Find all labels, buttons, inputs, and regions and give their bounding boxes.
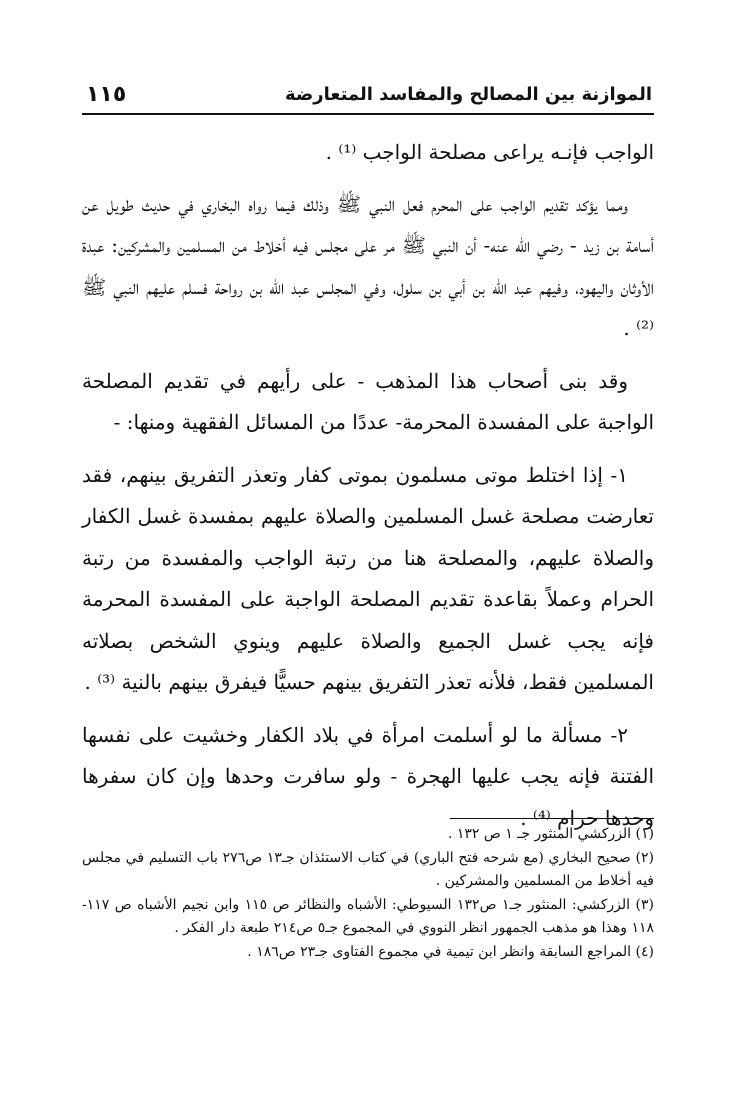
paragraph-2: ومما يؤكد تقديم الواجب على المحرم فعل النبي ﷺ وذلك فيما رواه البخاري في حديث طويل عن أسامة بن زيد - رضي الله عنه- أن النبي ﷺ مر على مجلس فيه أخلاط من المسلمين والمشركين: عبدة الأوثان واليهود، وفيهم عبد الله بن أبي بن سلول، وفي المجلس عبد الله بن رواحة فسلم عليهم النبي ﷺ ⁽²⁾ .: [82, 191, 654, 340]
header-divider: [82, 113, 654, 115]
footnote-4: (٤) المراجع السابقة وانظر ابن تيمية في مجموع الفتاوى جـ٢٣ ص١٨٦ .: [247, 944, 654, 960]
page-number: ١١٥: [86, 82, 127, 107]
footnotes: [82, 823, 654, 965]
footnote-3: (٣) الزركشي: المنثور جـ١ ص١٣٢ السيوطي: الأشباه والنظائر ص ١١٥ وابن نجيم الأشباه ص ١١٧- ١١٨ وهذا هو مذهب الجمهور انظر النووي في المجموع جـ٥ ص٢١٤ طبعة دار الفكر .: [82, 897, 654, 936]
paragraph-1: الواجب فإنـه يراعى مصلحة الواجب ⁽¹⁾ .: [325, 140, 654, 164]
footnote-1: (١) الزركشي المنثور جـ ١ ص ١٣٢ .: [447, 826, 654, 842]
footnote-divider: [450, 818, 654, 819]
paragraph-3: وقد بنى أصحاب هذا المذهب - على رأيهم في تقديم المصلحة الواجبة على المفسدة المحرمة- عددًا من المسائل الفقهية ومنها: -: [82, 368, 654, 434]
paragraph-4: ١- إذا اختلط موتى مسلمون بموتى كفار وتعذر التفريق بينهم، فقد تعارضت مصلحة غسل المسلمين والصلاة عليهم بمفسدة غسل الكفار والصلاة عليهم، والمصلحة هنا من رتبة الواجب والمفسدة من رتبة الحرام وعملاً بقاعدة تقديم المصلحة الواجبة على المفسدة المحرمة فإنه يجب غسل الجميع والصلاة عليهم وينوي الشخص بصلاته المسلمين فقط، فلأنه تعذر التفريق بينهم حسيًّا فيفرق بينهم بالنية ⁽³⁾ .: [82, 462, 654, 694]
paragraph-5: ٢- مسألة ما لو أسلمت امرأة في بلاد الكفار وخشيت على نفسها الفتنة فإنه يجب عليها الهجرة - ولو سافرت وحدها وإن كان سفرها وحدها حرام ⁽⁴⁾ .: [82, 722, 654, 830]
main-text: [82, 132, 654, 850]
footnote-2: (٢) صحيح البخاري (مع شرحه فتح الباري) في كتاب الاستئذان جـ١٣ ص٢٧٦ باب التسليم في مجلس فيه أخلاط من المسلمين والمشركين .: [82, 850, 654, 889]
running-title: الموازنة بين المصالح والمفاسد المتعارضة: [284, 84, 652, 105]
